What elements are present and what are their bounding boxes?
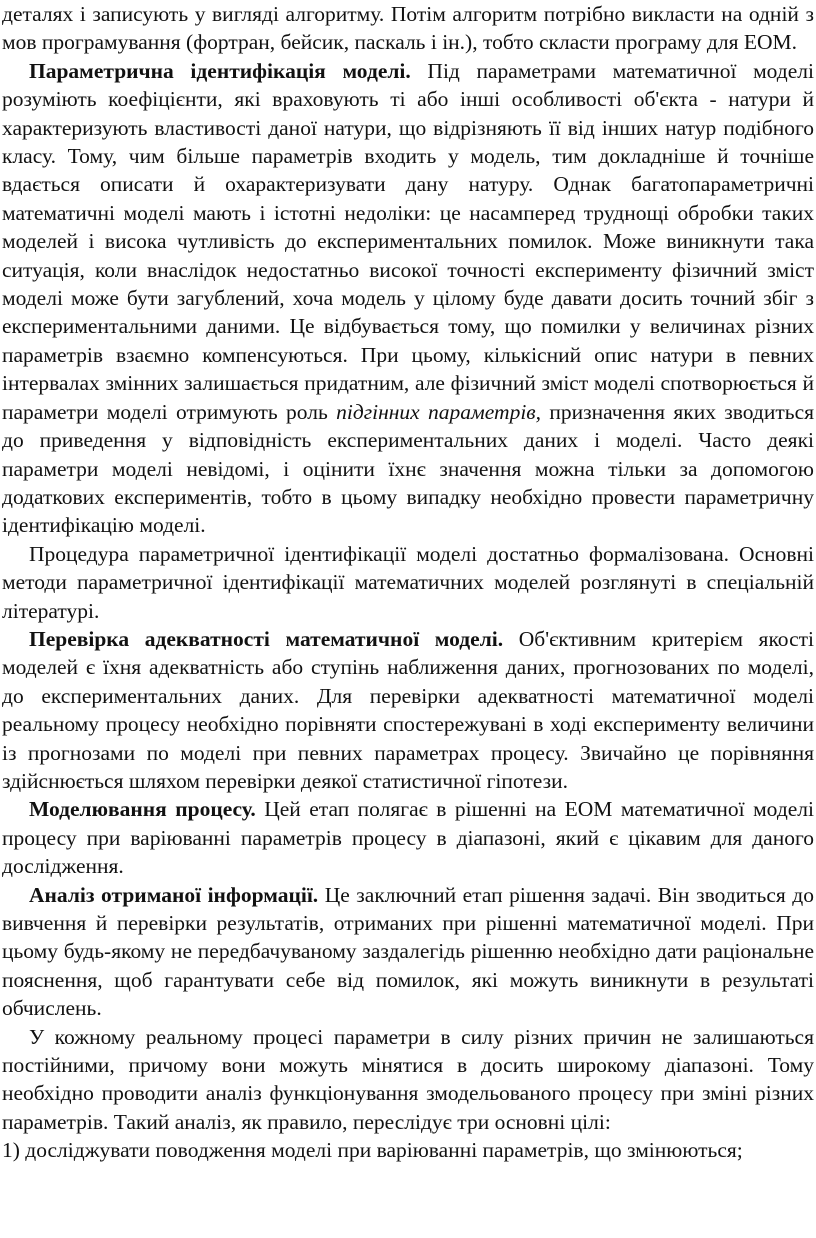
paragraph-text: призначення яких зводиться до приведення у відповідність експериментальних даних і моделі. Часто деякі параметри моделі невідомі, і оцінити їхнє значення можна тільки за допомогою додаткових експериментів, тобто в цьому випадку необхідно провести параметричну ідентифікацію моделі. bbox=[2, 399, 814, 538]
paragraph-text: деталях і записують у вигляді алгоритму. Потім алгоритм потрібно викласти на одній з мов програмування (фортран, бейсик, паскаль і ін.), тобто скласти програму для ЕОМ. bbox=[2, 2, 814, 55]
paragraph-parametric-identification bbox=[2, 57, 814, 540]
paragraph-text: Під параметрами математичної моделі розуміють коефіцієнти, які враховують ті або інші особливості об'єкта - натури й характеризують властивості даної натури, що відрізняють її від інших натур подібного класу. Тому, чим більше параметрів входить у модель, тим докладніше й точніше вдається описати й охарактеризувати дану натуру. Однак багатопараметричні математичні моделі мають і істотні недоліки: це насамперед труднощі обробки таких моделей і висока чутливість до експериментальних помилок. Може виникнути така ситуація, коли внаслідок недостатньо високої точності експерименту фізичний зміст моделі може бути загублений, хоча модель у цілому буде давати досить точний збіг з експериментальними даними. Це відбувається тому, що помилки у величинах різних параметрів взаємно компенсуються. При цьому, кількісний опис натури в певних інтервалах змінних залишається придатним, але фізичний зміст моделі спотворюється й параметри моделі отримують роль bbox=[2, 58, 814, 424]
paragraph-real-process bbox=[2, 1023, 814, 1137]
paragraph-text: У кожному реальному процесі параметри в силу різних причин не залишаються постійними, причому вони можуть мінятися в досить широкому діапазоні. Тому необхідно проводити аналіз функціонування змодельованого процесу при зміні різних параметрів. Такий аналіз, як правило, переслідує три основні цілі: bbox=[2, 1024, 814, 1134]
paragraph-text: Процедура параметричної ідентифікації моделі достатньо формалізована. Основні методи параметричної ідентифікації математичних моделей розглянуті в спеціальній літературі. bbox=[2, 541, 814, 623]
section-heading-parametric-identification: Параметрична ідентифікація моделі. bbox=[29, 58, 411, 83]
italic-term: підгінних параметрів, bbox=[336, 399, 541, 424]
paragraph-text: Цей етап полягає в рішенні на ЕОМ математичної моделі процесу при варіюванні параметрів процесу в діапазоні, який є цікавим для даного дослідження. bbox=[2, 797, 815, 879]
paragraph-text: Об'єктивним критерієм якості моделей є їхня адекватність або ступінь наближення даних, прогнозованих по моделі, до експериментальних даних. Для перевірки адекватності математичної моделі реальному процесу необхідно порівняти спостережувані в ході експерименту величини із прогнозами по моделі при певних параметрах процесу. Звичайно це порівняння здійснюється шляхом перевірки деякої статистичної гіпотези. bbox=[2, 626, 814, 793]
paragraph-adequacy-check bbox=[2, 625, 814, 795]
section-heading-analysis: Аналіз отриманої інформації. bbox=[29, 882, 319, 907]
section-heading-adequacy-check: Перевірка адекватності математичної моделі. bbox=[29, 626, 504, 651]
paragraph-process-modeling bbox=[2, 795, 814, 880]
paragraph-text: Це заключний етап рішення задачі. Він зводиться до вивчення й перевірки результатів, отриманих при рішенні математичної моделі. При цьому будь-якому не передбачуваному заздалегідь рішенню необхідно дати раціональне пояснення, щоб гарантувати себе від помилок, які можуть виникнути в результаті обчислень. bbox=[2, 882, 814, 1021]
paragraph-analysis bbox=[2, 881, 814, 1023]
paragraph-continuation bbox=[2, 0, 814, 57]
list-item bbox=[2, 1136, 814, 1164]
list-item-text: 1) досліджувати поводження моделі при варіюванні параметрів, що змінюються; bbox=[2, 1138, 743, 1163]
paragraph-procedure bbox=[2, 540, 814, 625]
section-heading-process-modeling: Моделювання процесу. bbox=[29, 797, 256, 822]
